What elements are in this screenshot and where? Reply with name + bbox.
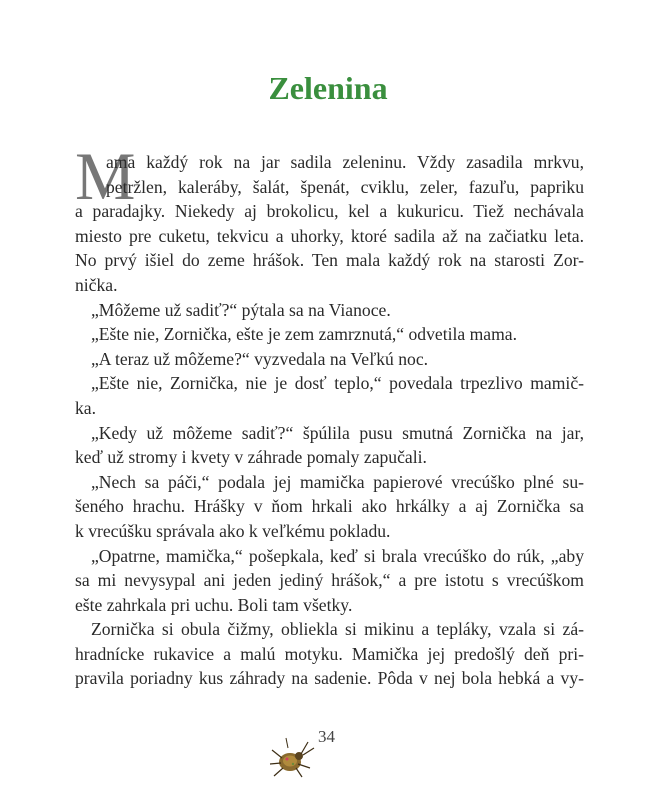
text-line: „Opatrne, mamička,“ pošepkala, keď si brala vrecúško do rúk, „aby (91, 545, 584, 566)
text-line: a paradajky. Niekedy aj brokolicu, kel a kukuricu. Tiež nechávala (75, 201, 584, 222)
text-line: keď už stromy i kvety v záhrade pomaly zapučali. (75, 447, 427, 468)
text-line: nička. (75, 274, 118, 295)
text-line: „Môžeme už sadiť?“ pýtala sa na Vianoce. (91, 299, 391, 320)
text-line: „Ešte nie, Zornička, ešte je zem zamrznutá,“ odvetila mama. (91, 324, 517, 345)
text-line: hradnícke rukavice a malú motyku. Mamička jej predošlý deň pri- (75, 643, 584, 664)
text-line: petržlen, kaleráby, šalát, špenát, cviklu, zeler, fazuľu, papriku (106, 176, 584, 197)
page-number: 34 (318, 727, 335, 746)
text-line: pravila poriadny kus záhrady na sadenie. Pôda v nej bola hebká a vy- (75, 668, 584, 689)
text-line: sa mi nevysypal ani jeden jediný hrášok,“ a pre istotu s vrecúškom (75, 570, 584, 591)
chapter-title: Zelenina (268, 70, 388, 106)
text-line: k vrecúšku správala ako k veľkému pokladu. (75, 520, 391, 541)
text-line: No prvý išiel do zeme hrášok. Ten mala každý rok na starosti Zor- (75, 250, 584, 271)
text-line: ešte zahrkala pri uchu. Boli tam všetky. (75, 594, 353, 615)
text-line: „Kedy už môžeme sadiť?“ špúlila pusu smutná Zornička na jar, (91, 422, 584, 443)
text-line: „Nech sa páči,“ podala jej mamička papierové vrecúško plné su- (91, 471, 584, 492)
text-line: „Ešte nie, Zornička, nie je dosť teplo,“ povedala trpezlivo mamič- (91, 373, 584, 394)
text-line: „A teraz už môžeme?“ vyzvedala na Veľkú noc. (91, 348, 429, 369)
body-text (75, 138, 584, 691)
text-line: ka. (75, 397, 97, 418)
page-footer (0, 720, 656, 780)
drop-cap: M (75, 138, 136, 214)
beetle-icon (268, 736, 316, 780)
text-line: šeného hrachu. Hrášky v ňom hrkali ako hrkálky a aj Zornička sa (75, 496, 584, 517)
text-line: Zornička si obula čižmy, obliekla si mikinu a tepláky, vzala si zá- (91, 619, 584, 640)
text-line: ama každý rok na jar sadila zeleninu. Vždy zasadila mrkvu, (106, 152, 584, 172)
text-line: miesto pre cuketu, tekvicu a uhorky, ktoré sadila až na začiatku leta. (75, 225, 584, 246)
